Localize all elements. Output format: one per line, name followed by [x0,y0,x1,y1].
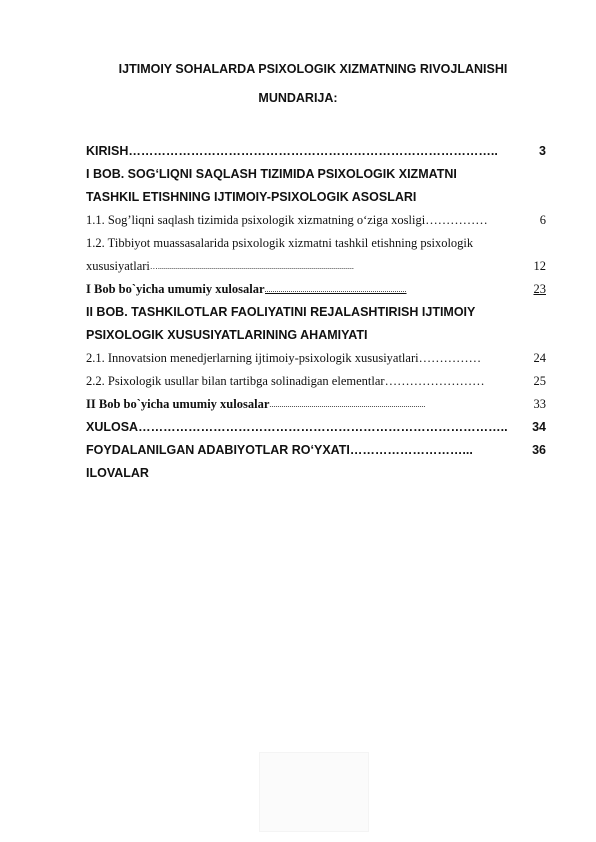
toc-entry-2-2[interactable] [86,370,546,393]
toc-entry-chapter-1-summary[interactable] [86,278,546,301]
toc-page-number: 34 [532,420,546,434]
toc-entry-1-1[interactable] [86,209,546,232]
toc-entry-chapter-2-summary[interactable] [86,393,546,416]
toc-entry-label: II Bob bo`yicha umumiy xulosalar [86,397,270,411]
toc-page-number: 36 [532,443,546,457]
toc-chapter-label: PSIXOLOGIK XUSUSIYATLARINING AHAMIYATI [86,328,368,342]
toc-page-number: 3 [539,144,546,158]
contents-heading: MUNDARIJA: [258,91,338,105]
toc-leader-dots: ….................................................................................................. [149,262,354,271]
toc-page-number: 24 [533,351,546,365]
toc-chapter-1-heading[interactable] [86,163,546,186]
toc-page-number: 33 [533,397,546,411]
toc-entry-label: 1.1. Sog’liqni saqlash tizimida psixologik xizmatning o‘ziga xosligi [86,213,426,227]
toc-entry-label: xususiyatlari [86,259,150,273]
toc-entry-label: ILOVALAR [86,466,149,480]
toc-leader-dots: …………………………………………………………………………….. [128,144,498,158]
toc-chapter-1-heading-cont [86,186,546,209]
toc-chapter-2-heading-cont [86,324,546,347]
toc-entry-kirish[interactable] [86,140,546,163]
toc-entry-xulosa[interactable] [86,416,546,439]
toc-leader-dots: …………… [418,351,482,365]
toc-leader-dots: ………………………... [349,443,473,457]
toc-entry-label: XULOSA [86,420,139,434]
toc-entry-label: KIRISH [86,144,129,158]
toc-entry-1-2-cont[interactable] [86,255,546,278]
toc-leader-dots: …………………… [384,374,485,388]
toc-entry-label: 1.2. Tibbiyot muassasalarida psixologik xizmatni tashkil etishning psixologik [86,236,474,250]
table-of-contents [86,140,546,485]
toc-entry-1-2[interactable] [86,232,546,255]
toc-leader-dots: .............................................................................. [269,400,426,409]
toc-chapter-label: I BOB. SOG‘LIQNI SAQLASH TIZIMIDA PSIXOLOGIK XIZMATNI [86,167,457,181]
toc-page-number: 25 [533,374,546,388]
toc-chapter-label: TASHKIL ETISHNING IJTIMOIY-PSIXOLOGIK ASOSLARI [86,190,417,204]
toc-chapter-2-heading[interactable] [86,301,546,324]
toc-page-number: 23 [533,282,546,296]
toc-entry-bibliography[interactable] [86,439,546,462]
toc-leader-dots: …………………………………………………………………………….. [138,420,508,434]
toc-chapter-label: II BOB. TASHKILOTLAR FAOLIYATINI REJALASHTIRISH IJTIMOIY [86,305,476,319]
toc-entry-appendices[interactable] [86,462,546,485]
document-title: IJTIMOIY SOHALARDA PSIXOLOGIK XIZMATNING RIVOJLANISHI [118,62,508,76]
toc-page-number: 12 [533,259,546,273]
toc-entry-label: FOYDALANILGAN ADABIYOTLAR RO‘YXATI [86,443,350,457]
toc-entry-label: I Bob bo`yicha umumiy xulosalar [86,282,265,296]
toc-entry-2-1[interactable] [86,347,546,370]
toc-leader-dots: ....................................................................... [264,285,407,294]
toc-leader-dots: …………… [425,213,488,227]
toc-page-number: 6 [539,213,546,227]
faint-watermark-box [259,752,369,832]
toc-entry-label: 2.2. Psixologik usullar bilan tartibga solinadigan elementlar [86,374,385,388]
toc-entry-label: 2.1. Innovatsion menedjerlarning ijtimoiy-psixologik xususiyatlari [86,351,419,365]
